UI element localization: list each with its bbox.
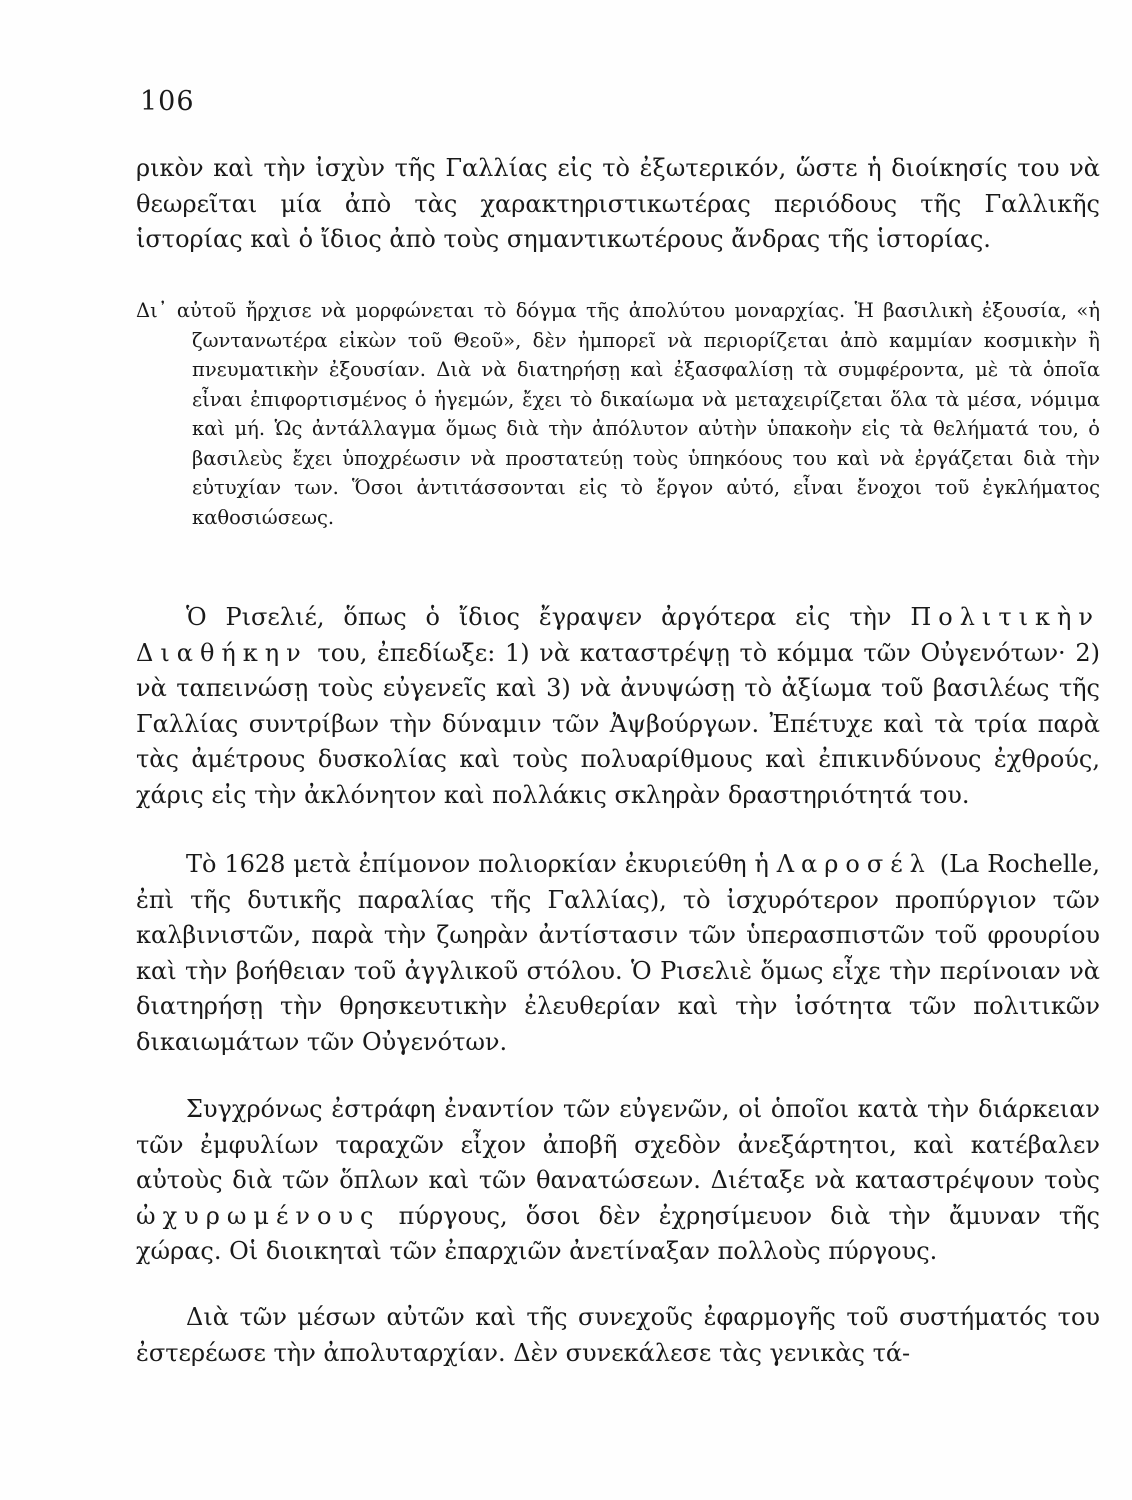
paragraph-text <box>136 847 1100 1060</box>
spaced-word: ὠχυρωμένους <box>136 1201 381 1230</box>
paragraph-text: ρικὸν καὶ τὴν ἰσχὺν τῆς Γαλλίας εἰς τὸ ἐξωτερικόν, ὥστε ἡ διοίκησίς του νὰ θεωρεῖται μία ἀπὸ τὰς χαρακτηριστικωτέρας περιόδους τῆς Γαλλικῆς ἱστορίας καὶ ὁ ἴδιος ἀπὸ τοὺς σημαντικωτέρους ἄνδρας τῆς ἱστορίας. <box>136 154 1100 253</box>
paragraph-text: Διὰ τῶν μέσων αὐτῶν καὶ τῆς συνεχοῦς ἐφαρμογῆς τοῦ συστήματός του ἐστερέωσε τὴν ἀπολυταρχίαν. Δὲν συνεκάλεσε τὰς γενικὰς τά- <box>136 1303 1100 1367</box>
text-run: Τὸ 1628 μετὰ ἐπίμονον πολιορκίαν ἐκυριεύθη ἡ <box>186 850 777 878</box>
paragraph-text <box>136 600 1100 813</box>
text-run: Ὁ Ρισελιέ, ὅπως ὁ ἴδιος ἔγραψεν ἀργότερα εἰς τὴν <box>186 603 911 631</box>
paragraph-nobles <box>136 1092 1100 1270</box>
paragraph-absolutism-note <box>136 296 1100 532</box>
note-text: Δι᾽ αὐτοῦ ἤρχισε νὰ μορφώνεται τὸ δόγμα τῆς ἀπολύτου μοναρχίας. Ἡ βασιλικὴ ἐξουσία, «ἡ ζωντανωτέρα εἰκὼν τοῦ Θεοῦ», δὲν ἠμπορεῖ νὰ περιορίζεται ἀπὸ καμμίαν κοσμικὴν ἢ πνευματικὴν ἐξουσίαν. Διὰ νὰ διατηρήσῃ καὶ ἐξασφαλίσῃ τὰ συμφέροντα, μὲ τὰ ὁποῖα εἶναι ἐπιφορτισμένος ὁ ἡγεμών, ἔχει τὸ δικαίωμα νὰ μεταχειρίζεται ὅλα τὰ μέσα, νόμιμα καὶ μή. Ὡς ἀντάλλαγμα ὅμως διὰ τὴν ἀπόλυτον αὐτὴν ὑπακοὴν εἰς τὰ θελήματά του, ὁ βασιλεὺς ἔχει ὑποχρέωσιν νὰ προστατεύῃ τοὺς ὑπηκόους του καὶ νὰ ἐργάζεται διὰ τὴν εὐτυχίαν των. Ὅσοι ἀντιτάσσονται εἰς τὸ ἔργον αὐτό, εἶναι ἔνοχοι τοῦ ἐγκλήματος καθοσιώσεως. <box>136 299 1100 529</box>
paragraph-richelieu-goals <box>136 600 1100 813</box>
paragraph-text <box>136 1092 1100 1270</box>
paragraph-la-rochelle <box>136 847 1100 1060</box>
text-run: του, ἐπεδίωξε: 1) νὰ καταστρέψῃ τὸ κόμμα τῶν Οὐγενότων· 2) νὰ ταπεινώσῃ τοὺς εὐγενεῖς καὶ 3) νὰ ἀνυψώσῃ τὸ ἀξίωμα τοῦ βασιλέως τῆς Γαλλίας συντρίβων τὴν δύναμιν τῶν Ἀψβούργων. Ἐπέτυχε καὶ τὰ τρία παρὰ τὰς ἀμέτρους δυσκολίας καὶ τοὺς πολυαρίθμους καὶ ἐπικινδύνους ἐχθρούς, χάρις εἰς τὴν ἀκλόνητον καὶ πολλάκις σκληρὰν δραστηριότητά του. <box>136 638 1100 809</box>
paragraph-continuation <box>136 151 1100 258</box>
page-number: 106 <box>140 86 195 117</box>
spaced-title: Πολιτικὴν Διαθήκην <box>136 603 1100 667</box>
spaced-place-name: Λαροσέλ <box>776 850 932 878</box>
text-run: (La Rochelle, ἐπὶ τῆς δυτικῆς παραλίας τῆς Γαλλίας), τὸ ἰσχυρότερον προπύργιον τῶν καλβινιστῶν, παρὰ τὴν ζωηρὰν ἀντίστασιν τῶν ὑπερασπιστῶν τοῦ φρουρίου καὶ τὴν βοήθειαν τοῦ ἀγγλικοῦ στόλου. Ὁ Ρισελιὲ ὅμως εἶχε τὴν περίνοιαν νὰ διατηρήσῃ τὴν θρησκευτικὴν ἐλευθερίαν καὶ τὴν ἰσότητα τῶν πολιτικῶν δικαιωμάτων τῶν Οὐγενότων. <box>136 850 1100 1056</box>
text-run: Συγχρόνως ἐστράφη ἐναντίον τῶν εὐγενῶν, οἱ ὁποῖοι κατὰ τὴν διάρκειαν τῶν ἐμφυλίων ταραχῶν εἶχον ἀποβῆ σχεδὸν ἀνεξάρτητοι, καὶ κατέβαλεν αὐτοὺς διὰ τῶν ὅπλων καὶ τῶν θανατώσεων. Διέταξε νὰ καταστρέψουν τοὺς <box>136 1095 1100 1194</box>
text-run: πύργους, ὅσοι δὲν ἐχρησίμευον διὰ τὴν ἄμυναν τῆς χώρας. Οἱ διοικηταὶ τῶν ἐπαρχιῶν ἀνετίναξαν πολλοὺς πύργους. <box>136 1201 1100 1265</box>
paragraph-absolutism <box>136 1300 1100 1371</box>
